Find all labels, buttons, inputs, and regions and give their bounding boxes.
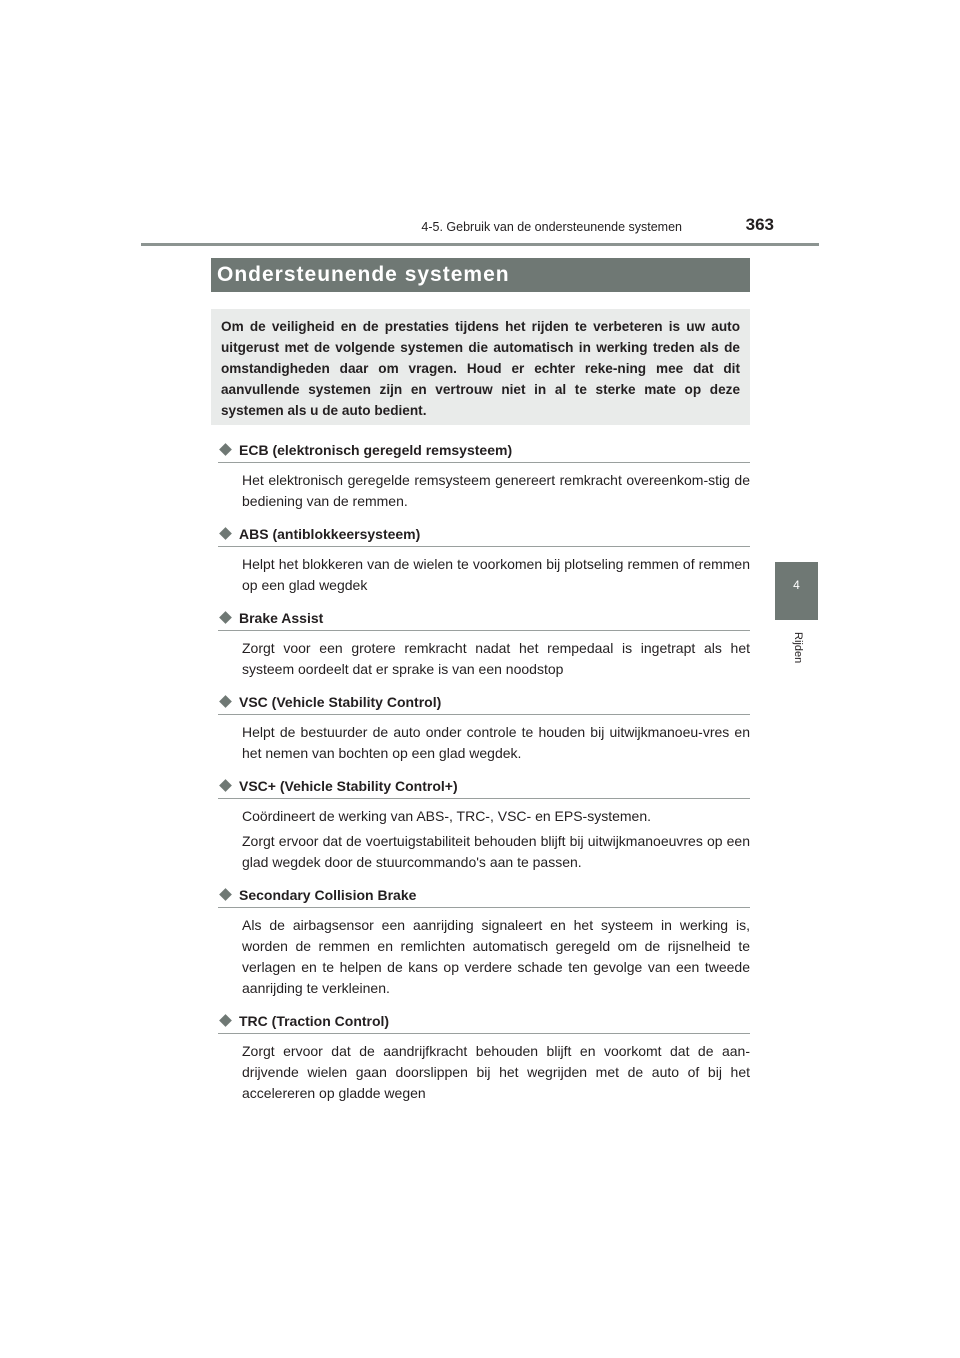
- section-heading: [218, 690, 750, 715]
- section-paragraph: Zorgt ervoor dat de aandrijfkracht behouden blijft en voorkomt dat de aan-drijvende wielen gaan doorslippen bij het wegrijden met de auto of bij het accelereren op gladde wegen: [242, 1043, 750, 1101]
- chapter-tab-label: Rijden: [792, 632, 804, 664]
- diamond-bullet-icon: [219, 1014, 232, 1027]
- diamond-bullet-icon: [219, 695, 232, 708]
- diamond-bullet-icon: [219, 611, 232, 624]
- section-body: [218, 547, 750, 596]
- section: [218, 522, 750, 596]
- section-paragraph: Het elektronisch geregelde remsysteem genereert remkracht overeenkom-stig de bediening van de remmen.: [242, 472, 750, 509]
- diamond-bullet-icon: [219, 779, 232, 792]
- section-heading: [218, 606, 750, 631]
- page-number: 363: [745, 215, 774, 234]
- section-body: [218, 463, 750, 512]
- section: [218, 774, 750, 873]
- chapter-tab-number: 4: [793, 578, 800, 592]
- section-heading-text: ABS (antiblokkeersysteem): [239, 525, 421, 542]
- section: [218, 883, 750, 999]
- section-heading: [218, 883, 750, 908]
- page-title: Ondersteunende systemen: [211, 258, 750, 292]
- section-paragraph: Als de airbagsensor een aanrijding signaleert en het systeem in werking is, worden de remmen en remlichten automatisch geregeld om de rijsnelheid te verlagen en te helpen de kans op verdere schade ten gevolge van een tweede aanrijding te verkleinen.: [242, 917, 750, 996]
- section-heading: [218, 522, 750, 547]
- section-heading-text: TRC (Traction Control): [239, 1012, 390, 1029]
- section: [218, 690, 750, 764]
- section-heading-text: Brake Assist: [239, 609, 324, 626]
- section-heading: [218, 774, 750, 799]
- header-divider: [141, 243, 819, 246]
- section: [218, 438, 750, 512]
- section-paragraph: Helpt het blokkeren van de wielen te voorkomen bij plotseling remmen of remmen op een glad wegdek: [242, 556, 750, 593]
- section-body: [218, 631, 750, 680]
- section-body: [218, 799, 750, 873]
- section-paragraph: Helpt de bestuurder de auto onder controle te houden bij uitwijkmanoeu-vres en het nemen van bochten op een glad wegdek.: [242, 724, 750, 761]
- diamond-bullet-icon: [219, 888, 232, 901]
- section-body: [218, 908, 750, 999]
- section: [218, 1009, 750, 1104]
- section-heading-text: Secondary Collision Brake: [239, 886, 417, 903]
- section-heading-text: VSC+ (Vehicle Stability Control+): [239, 777, 458, 794]
- section-paragraph: Coördineert de werking van ABS-, TRC-, VSC- en EPS-systemen.: [242, 808, 652, 824]
- section-paragraph: Zorgt voor een grotere remkracht nadat het rempedaal is ingetrapt als het systeem oordeelt dat er sprake is van een noodstop: [242, 640, 750, 677]
- intro-box: Om de veiligheid en de prestaties tijdens het rijden te verbeteren is uw auto uitgerust met de volgende systemen die automatisch in werking treden als de omstandigheden daar om vragen. Houd er echter reke-ning mee dat dit aanvullende systemen zijn en vertrouw niet in al te sterke mate op deze systemen als u de auto bedient.: [211, 309, 750, 425]
- diamond-bullet-icon: [219, 443, 232, 456]
- content-sections: [218, 438, 750, 1114]
- section-heading: [218, 1009, 750, 1034]
- section-body: [218, 715, 750, 764]
- section-heading-text: ECB (elektronisch geregeld remsysteem): [239, 441, 513, 458]
- section: [218, 606, 750, 680]
- header-section-title: 4-5. Gebruik van de ondersteunende systemen: [421, 220, 682, 234]
- section-body: [218, 1034, 750, 1104]
- diamond-bullet-icon: [219, 527, 232, 540]
- section-heading-text: VSC (Vehicle Stability Control): [239, 693, 442, 710]
- section-paragraph: Zorgt ervoor dat de voertuigstabiliteit behouden blijft bij uitwijkmanoeuvres op een glad wegdek door de stuurcommando's aan te passen.: [242, 833, 750, 870]
- section-heading: [218, 438, 750, 463]
